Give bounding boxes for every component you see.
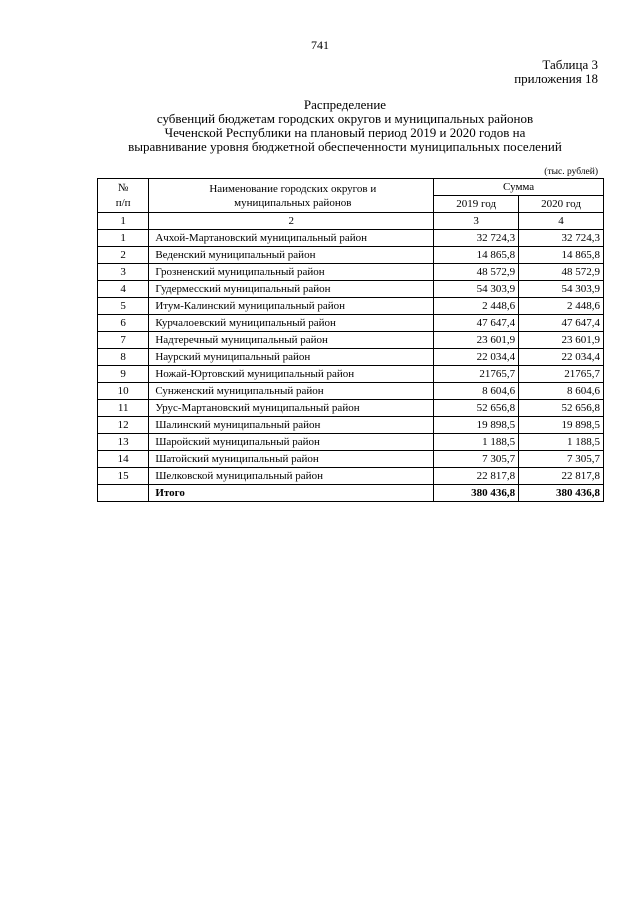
row-num: 2 <box>98 247 149 264</box>
heading-line3: Чеченской Республики на плановый период 2019 и 2020 годов на <box>164 125 526 140</box>
table-row <box>98 298 604 315</box>
table-row <box>98 383 604 400</box>
row-name: Гудермесский муниципальный район <box>149 281 434 298</box>
table-reference <box>514 58 598 86</box>
table-row <box>98 315 604 332</box>
total-value-2019: 380 436,8 <box>434 485 519 502</box>
header-sum: Сумма <box>434 179 604 196</box>
row-value-2020: 7 305,7 <box>519 451 604 468</box>
header-num-line1: № <box>117 181 129 194</box>
row-value-2019: 54 303,9 <box>434 281 519 298</box>
row-value-2020: 1 188,5 <box>519 434 604 451</box>
row-num: 4 <box>98 281 149 298</box>
row-value-2020: 14 865,8 <box>519 247 604 264</box>
row-name: Наурский муниципальный район <box>149 349 434 366</box>
header-year-2019: 2019 год <box>434 196 519 213</box>
column-index-4: 4 <box>519 213 604 230</box>
row-value-2020: 22 817,8 <box>519 468 604 485</box>
row-num: 10 <box>98 383 149 400</box>
header-name-line1: Наименование городских округов и <box>209 182 377 195</box>
row-value-2020: 47 647,4 <box>519 315 604 332</box>
table-row <box>98 332 604 349</box>
row-value-2020: 8 604,6 <box>519 383 604 400</box>
row-value-2020: 21765,7 <box>519 366 604 383</box>
units-label: (тыс. рублей) <box>544 167 598 177</box>
row-num: 12 <box>98 417 149 434</box>
row-value-2020: 23 601,9 <box>519 332 604 349</box>
row-num: 13 <box>98 434 149 451</box>
row-value-2019: 7 305,7 <box>434 451 519 468</box>
row-num: 3 <box>98 264 149 281</box>
total-label: Итого <box>149 485 434 502</box>
column-index-1: 1 <box>98 213 149 230</box>
row-value-2019: 47 647,4 <box>434 315 519 332</box>
header-year-2020: 2020 год <box>519 196 604 213</box>
row-value-2020: 52 656,8 <box>519 400 604 417</box>
row-value-2019: 14 865,8 <box>434 247 519 264</box>
heading-line2: субвенций бюджетам городских округов и муниципальных районов <box>156 111 534 126</box>
row-name: Итум-Калинский муниципальный район <box>149 298 434 315</box>
column-index-row <box>98 213 604 230</box>
row-value-2019: 19 898,5 <box>434 417 519 434</box>
row-value-2019: 2 448,6 <box>434 298 519 315</box>
header-num <box>98 179 149 213</box>
header-name-line2: муниципальных районов <box>234 196 352 209</box>
row-value-2020: 2 448,6 <box>519 298 604 315</box>
row-value-2019: 21765,7 <box>434 366 519 383</box>
table-row <box>98 247 604 264</box>
table-row <box>98 400 604 417</box>
row-value-2019: 22 034,4 <box>434 349 519 366</box>
row-num: 11 <box>98 400 149 417</box>
row-value-2019: 48 572,9 <box>434 264 519 281</box>
table-row <box>98 451 604 468</box>
row-num: 8 <box>98 349 149 366</box>
row-num: 14 <box>98 451 149 468</box>
total-value-2020: 380 436,8 <box>519 485 604 502</box>
row-value-2020: 32 724,3 <box>519 230 604 247</box>
table-ref-line1: Таблица 3 <box>542 57 598 72</box>
total-num <box>98 485 149 502</box>
row-value-2020: 48 572,9 <box>519 264 604 281</box>
table-row <box>98 417 604 434</box>
row-value-2019: 52 656,8 <box>434 400 519 417</box>
table-ref-line2: приложения 18 <box>514 71 598 86</box>
row-name: Шалинский муниципальный район <box>149 417 434 434</box>
row-num: 7 <box>98 332 149 349</box>
column-index-3: 3 <box>434 213 519 230</box>
row-value-2019: 32 724,3 <box>434 230 519 247</box>
header-row <box>98 179 604 196</box>
row-value-2019: 1 188,5 <box>434 434 519 451</box>
row-num: 5 <box>98 298 149 315</box>
row-name: Шелковской муниципальный район <box>149 468 434 485</box>
document-heading <box>80 98 610 154</box>
row-num: 9 <box>98 366 149 383</box>
row-value-2019: 23 601,9 <box>434 332 519 349</box>
table-row <box>98 281 604 298</box>
row-name: Ачхой-Мартановский муниципальный район <box>149 230 434 247</box>
row-value-2020: 54 303,9 <box>519 281 604 298</box>
row-value-2019: 22 817,8 <box>434 468 519 485</box>
row-value-2020: 22 034,4 <box>519 349 604 366</box>
row-name: Надтеречный муниципальный район <box>149 332 434 349</box>
row-name: Ножай-Юртовский муниципальный район <box>149 366 434 383</box>
table-row <box>98 230 604 247</box>
subvention-table <box>97 178 604 502</box>
total-row <box>98 485 604 502</box>
row-name: Шаройский муниципальный район <box>149 434 434 451</box>
column-index-2: 2 <box>149 213 434 230</box>
row-name: Урус-Мартановский муниципальный район <box>149 400 434 417</box>
table-row <box>98 434 604 451</box>
row-name: Шатойский муниципальный район <box>149 451 434 468</box>
row-num: 15 <box>98 468 149 485</box>
row-num: 1 <box>98 230 149 247</box>
row-name: Сунженский муниципальный район <box>149 383 434 400</box>
row-value-2019: 8 604,6 <box>434 383 519 400</box>
table-row <box>98 468 604 485</box>
table-row <box>98 349 604 366</box>
heading-line4: выравнивание уровня бюджетной обеспеченности муниципальных поселений <box>128 139 562 154</box>
table-row <box>98 264 604 281</box>
table-row <box>98 366 604 383</box>
row-name: Грозненский муниципальный район <box>149 264 434 281</box>
row-name: Веденский муниципальный район <box>149 247 434 264</box>
row-num: 6 <box>98 315 149 332</box>
page-number: 741 <box>311 38 329 52</box>
row-name: Курчалоевский муниципальный район <box>149 315 434 332</box>
header-num-line2: п/п <box>115 196 131 209</box>
row-value-2020: 19 898,5 <box>519 417 604 434</box>
heading-line1: Распределение <box>303 97 387 112</box>
header-name <box>149 179 434 213</box>
